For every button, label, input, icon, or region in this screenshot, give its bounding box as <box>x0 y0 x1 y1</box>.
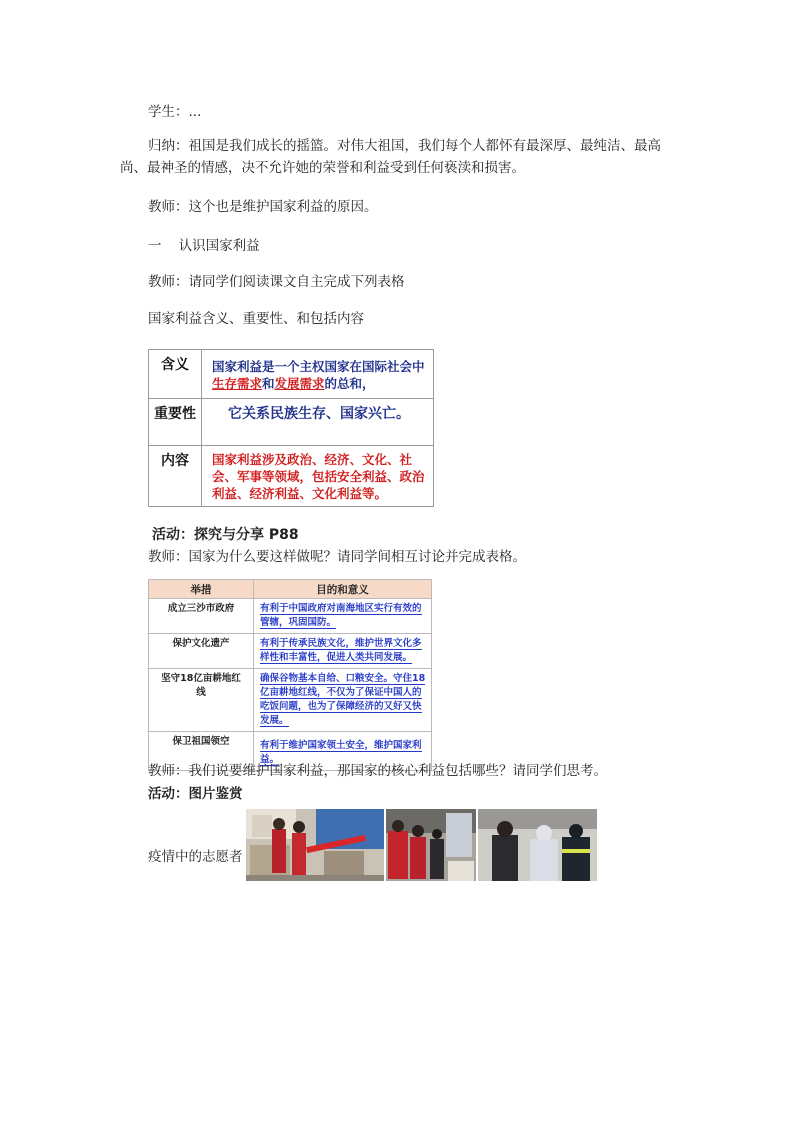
measure-cell: 保护文化遗产 <box>149 634 254 669</box>
teacher-line-1: 教师：这个也是维护国家利益的原因。 <box>148 199 378 215</box>
measure-cell: 成立三沙市政府 <box>149 599 254 634</box>
volunteer-photo-1 <box>246 809 384 881</box>
table-row <box>149 446 434 507</box>
meaning-cell: 有利于维护国家领土安全，维护国家利益。 <box>254 732 432 771</box>
measures-table <box>148 579 432 771</box>
activity-2-title: 活动：图片鉴赏 <box>148 786 243 802</box>
teacher-line-2: 教师：请同学们阅读课文自主完成下列表格 <box>148 274 405 290</box>
meaning-cell: 确保谷物基本自给、口粮安全。守住18亿亩耕地红线，不仅为了保证中国人的吃饭问题，也为了保障经济的又好又快发展。 <box>254 669 432 732</box>
photo-caption: 疫情中的志愿者 <box>148 849 243 865</box>
row-key: 内容 <box>149 446 202 507</box>
meaning-cell: 有利于中国政府对南海地区实行有效的管辖，巩固国防。 <box>254 599 432 634</box>
volunteer-photo-2 <box>386 809 476 881</box>
table-row <box>149 669 432 732</box>
col-header-measure: 举措 <box>149 580 254 599</box>
measure-cell: 保卫祖国领空 <box>149 732 254 771</box>
row-value-content: 国家利益涉及政治、经济、文化、社会、军事等领域，包括安全利益、政治利益、经济利益、文化利益等。 <box>202 446 434 507</box>
student-line: 学生：... <box>148 104 202 120</box>
section-heading: 一 认识国家利益 <box>148 238 260 254</box>
table-row <box>149 399 434 446</box>
measure-cell: 坚守18亿亩耕地红线 <box>149 669 254 732</box>
table-intro: 国家利益含义、重要性、和包括内容 <box>148 311 364 327</box>
summary-paragraph: 归纳：祖国是我们成长的摇篮。对伟大祖国，我们每个人都怀有最深厚、最纯洁、最高尚、最神圣的情感，决不允许她的荣誉和利益受到任何亵渎和损害。 <box>120 138 661 176</box>
teacher-line-4: 教师：我们说要维护国家利益，那国家的核心利益包括哪些？请同学们思考。 <box>148 763 607 779</box>
table-row <box>149 599 432 634</box>
national-interest-table <box>148 349 434 507</box>
row-key: 重要性 <box>149 399 202 446</box>
meaning-cell: 有利于传承民族文化，维护世界文化多样性和丰富性，促进人类共同发展。 <box>254 634 432 669</box>
col-header-meaning: 目的和意义 <box>254 580 432 599</box>
table-header-row <box>149 580 432 599</box>
row-value-importance: 它关系民族生存、国家兴亡。 <box>202 399 434 446</box>
activity-1-title: 活动：探究与分享 P88 <box>152 527 299 543</box>
row-value-meaning: 国家利益是一个主权国家在国际社会中生存需求和发展需求的总和， <box>202 350 434 399</box>
row-key: 含义 <box>149 350 202 399</box>
table-row <box>149 350 434 399</box>
teacher-line-3: 教师：国家为什么要这样做呢？请同学间相互讨论并完成表格。 <box>148 549 526 565</box>
table-row <box>149 634 432 669</box>
volunteer-photo-3 <box>478 809 597 881</box>
